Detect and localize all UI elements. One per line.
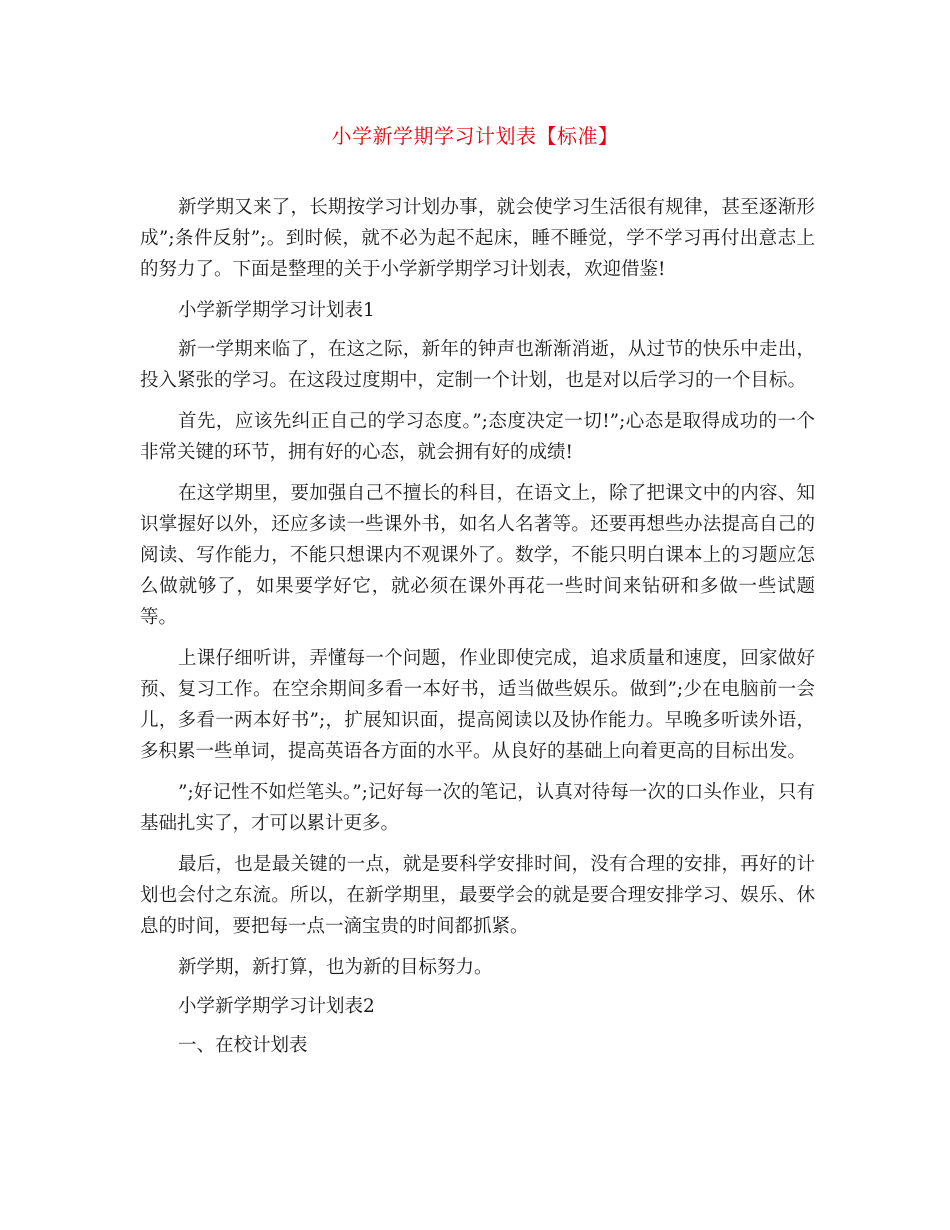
body-paragraph: 新一学期来临了，在这之际，新年的钟声也渐渐消逝，从过节的快乐中走出，投入紧张的学习。在这段过度期中，定制一个计划，也是对以后学习的一个目标。 xyxy=(140,339,815,391)
document-title: 小学新学期学习计划表【标准】 xyxy=(331,124,619,148)
subsection-heading: 一、在校计划表 xyxy=(178,1035,308,1056)
body-paragraph: 在这学期里，要加强自己不擅长的科目，在语文上，除了把课文中的内容、知识掌握好以外，还应多读一些课外书，如名人名著等。还要再想些办法提高自己的阅读、写作能力，不能只想课内不观课外了。数学，不能只明白课本上的习题应怎么做就够了，如果要学好它，就必须在课外再花一些时间来钻研和多做一些试题等。 xyxy=(140,483,815,628)
document-body xyxy=(140,192,815,1069)
section-heading-1: 小学新学期学习计划表1 xyxy=(178,300,375,321)
body-paragraph: 上课仔细听讲，弄懂每一个问题，作业即使完成，追求质量和速度，回家做好预、复习工作。在空余期间多看一本好书，适当做些娱乐。做到”;少在电脑前一会儿，多看一两本好书”;，扩展知识面，提高阅读以及协作能力。早晚多听读外语，多积累一些单词，提高英语各方面的水平。从良好的基础上向着更高的目标出发。 xyxy=(140,648,815,762)
body-paragraph: 首先，应该先纠正自己的学习态度。”;态度决定一切!”;心态是取得成功的一个非常关键的环节，拥有好的心态，就会拥有好的成绩! xyxy=(140,411,815,463)
body-paragraph: 新学期，新打算，也为新的目标努力。 xyxy=(178,957,493,978)
body-paragraph: ”;好记性不如烂笔头。”;记好每一次的笔记，认真对待每一次的口头作业，只有基础扎实了，才可以累计更多。 xyxy=(140,782,815,834)
section-heading-2: 小学新学期学习计划表2 xyxy=(178,996,375,1017)
intro-paragraph: 新学期又来了，长期按学习计划办事，就会使学习生活很有规律，甚至逐渐形成”;条件反射”;。到时候，就不必为起不起床，睡不睡觉，学不学习再付出意志上的努力了。下面是整理的关于小学新学期学习计划表，欢迎借鉴! xyxy=(140,197,815,280)
body-paragraph: 最后，也是最关键的一点，就是要科学安排时间，没有合理的安排，再好的计划也会付之东流。所以，在新学期里，最要学会的就是要合理安排学习、娱乐、休息的时间，要把每一点一滴宝贵的时间都抓紧。 xyxy=(140,854,815,937)
